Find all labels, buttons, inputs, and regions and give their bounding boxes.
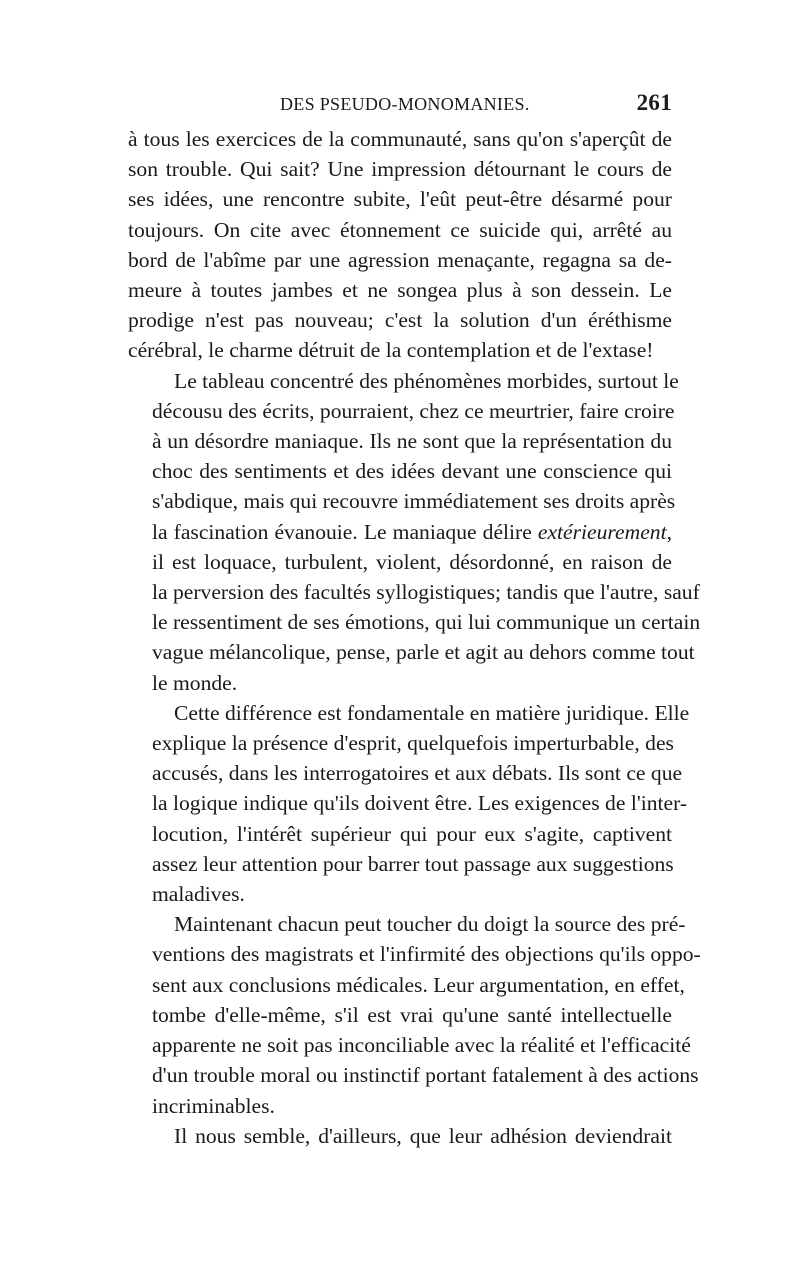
text-line: locution, l'intérêt supérieur qui pour eux s'agite, captivent (152, 821, 672, 846)
paragraph (128, 1121, 672, 1151)
text-line: bord de l'abîme par une agression menaçante, regagna sa de- (128, 247, 672, 272)
text-line: son trouble. Qui sait? Une impression détournant le cours de (128, 157, 672, 182)
text-line: Il nous semble, d'ailleurs, que leur adhésion deviendrait (174, 1123, 672, 1148)
text-line: meure à toutes jambes et ne songea plus à son dessein. Le (128, 278, 672, 303)
text-line: ses idées, une rencontre subite, l'eût peut-être désarmé pour (128, 187, 672, 212)
text-line: il est loquace, turbulent, violent, désordonné, en raison de (152, 549, 672, 574)
text-line: maladives. (152, 882, 245, 907)
text-line: à un désordre maniaque. Ils ne sont que la représentation du (152, 429, 672, 454)
running-title: DES PSEUDO-MONOMANIES. (280, 94, 530, 114)
running-head (128, 88, 672, 124)
book-page (128, 88, 701, 1151)
text-line: à tous les exercices de la communauté, sans qu'on s'aperçût de (128, 127, 672, 151)
text-line: explique la présence d'esprit, quelquefois imperturbable, des (152, 731, 674, 756)
text-line: la fascination évanouie. Le maniaque délire extérieurement, (152, 519, 672, 544)
text-line: Cette différence est fondamentale en matière juridique. Elle (174, 700, 690, 725)
text-line: le monde. (152, 670, 238, 695)
text-line: ventions des magistrats et l'infirmité des objections qu'ils oppo- (152, 942, 701, 967)
text-line: la perversion des facultés syllogistiques; tandis que l'autre, sauf (152, 580, 700, 605)
text-line: le ressentiment de ses émotions, qui lui communique un certain (152, 610, 701, 635)
text-line: la logique indique qu'ils doivent être. Les exigences de l'inter- (152, 791, 688, 816)
text-line: décousu des écrits, pourraient, chez ce meurtrier, faire croire (152, 398, 675, 423)
text-line: s'abdique, mais qui recouvre immédiatement ses droits après (152, 489, 676, 514)
text-line: cérébral, le charme détruit de la contemplation et de l'extase! (128, 338, 654, 363)
text-line: Le tableau concentré des phénomènes morbides, surtout le (174, 368, 679, 393)
text-line: d'un trouble moral ou instinctif portant fatalement à des actions (152, 1063, 699, 1088)
text-line: prodige n'est pas nouveau; c'est la solution d'un éréthisme (128, 308, 672, 333)
text-line-with-italic (128, 517, 672, 547)
text-line: toujours. On cite avec étonnement ce suicide qui, arrêté au (128, 217, 672, 242)
page-number: 261 (636, 90, 672, 115)
paragraph (128, 366, 701, 698)
text-line: tombe d'elle-même, s'il est vrai qu'une santé intellectuelle (152, 1002, 672, 1027)
text-line: choc des sentiments et des idées devant une conscience qui (152, 459, 672, 484)
text-line: sent aux conclusions médicales. Leur argumentation, en effet, (152, 972, 685, 997)
body-text (128, 124, 701, 1151)
text-line: incriminables. (152, 1093, 275, 1118)
text-line: apparente ne soit pas inconciliable avec la réalité et l'efficacité (152, 1033, 691, 1058)
italic-emphasis: extérieurement (537, 519, 667, 544)
text-line: Maintenant chacun peut toucher du doigt la source des pré- (174, 912, 686, 937)
paragraph (128, 124, 672, 366)
text-line: assez leur attention pour barrer tout passage aux suggestions (152, 851, 674, 876)
text-line: vague mélancolique, pense, parle et agit au dehors comme tout (152, 640, 695, 665)
text-line: accusés, dans les interrogatoires et aux débats. Ils sont ce que (152, 761, 683, 786)
paragraph (128, 698, 690, 909)
paragraph (128, 909, 701, 1120)
